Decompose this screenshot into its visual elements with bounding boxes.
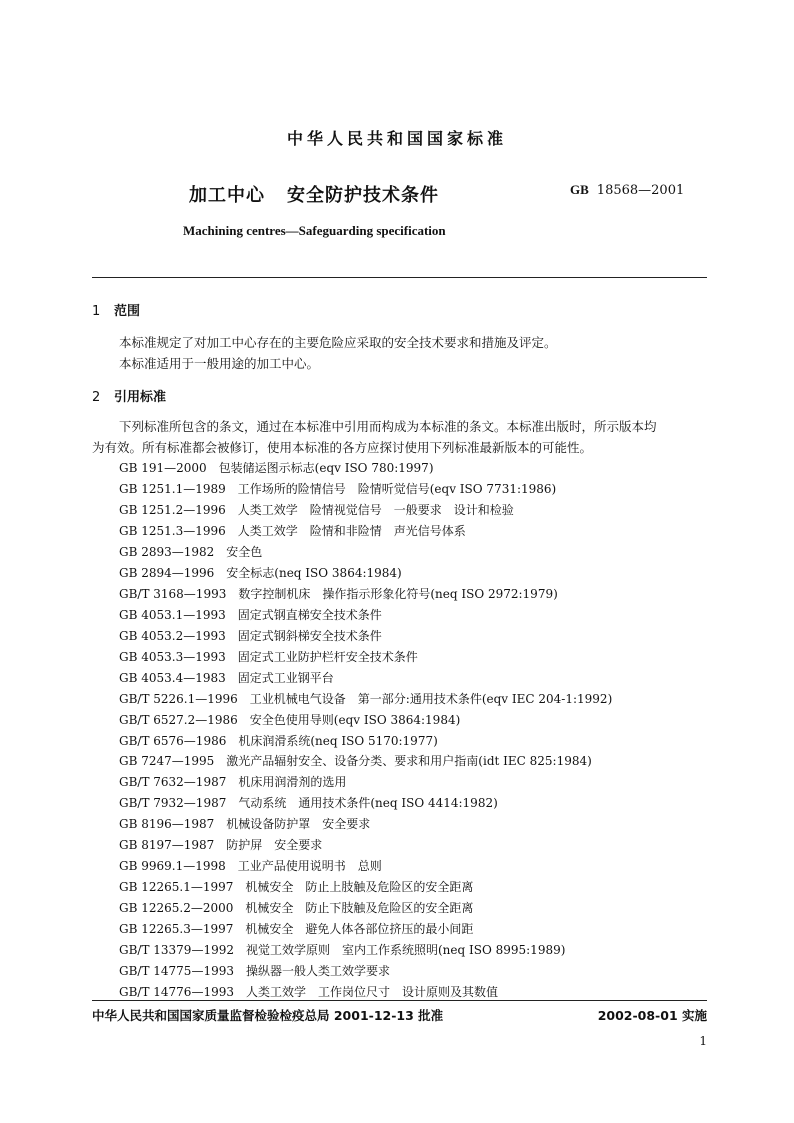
- page-number: 1: [699, 1034, 707, 1048]
- english-title: Machining centres—Safeguarding specification: [183, 223, 446, 238]
- reference-item: GB 8196—1987 机械设备防护罩 安全要求: [119, 817, 371, 831]
- reference-item: GB/T 6576—1986 机床润滑系统(neq ISO 5170:1977): [119, 734, 438, 748]
- reference-item: GB/T 6527.2—1986 安全色使用导则(eqv ISO 3864:1984): [119, 713, 461, 727]
- document-title: [189, 181, 439, 207]
- reference-item: GB 4053.3—1993 固定式工业防护栏杆安全技术条件: [119, 650, 418, 664]
- standard-code-number: 18568—2001: [596, 183, 685, 198]
- reference-item: GB 8197—1987 防护屏 安全要求: [119, 838, 323, 852]
- section-number: 1: [92, 304, 101, 319]
- header-divider: [92, 277, 707, 278]
- standard-code: [570, 182, 684, 198]
- section-heading-scope: [92, 300, 140, 319]
- approval-line: 中华人民共和国国家质量监督检验检疫总局 2001-12-13 批准: [92, 1008, 444, 1023]
- section-title: 引用标准: [114, 390, 167, 405]
- footer-divider: [92, 1000, 707, 1001]
- effective-date: 2002-08-01 实施: [597, 1008, 707, 1023]
- reference-item: GB 4053.1—1993 固定式钢直梯安全技术条件: [119, 608, 382, 622]
- standard-organization-header: 中华人民共和国国家标准: [286, 129, 507, 148]
- scope-paragraph: 本标准规定了对加工中心存在的主要危险应采取的安全技术要求和措施及评定。: [119, 335, 557, 350]
- reference-item: GB 1251.1—1989 工作场所的险情信号 险情听觉信号(eqv ISO 7731:1986): [119, 482, 557, 496]
- reference-item: GB 1251.2—1996 人类工效学 险情视觉信号 一般要求 设计和检验: [119, 503, 514, 517]
- reference-item: GB/T 3168—1993 数字控制机床 操作指示形象化符号(neq ISO 2972:1979): [119, 587, 558, 601]
- reference-item: GB 2894—1996 安全标志(neq ISO 3864:1984): [119, 566, 402, 580]
- reference-item: GB/T 13379—1992 视觉工效学原则 室内工作系统照明(neq ISO 8995:1989): [119, 943, 566, 957]
- scope-paragraph: 本标准适用于一般用途的加工中心。: [119, 356, 320, 371]
- reference-item: GB 2893—1982 安全色: [119, 545, 263, 559]
- reference-item: GB/T 14775—1993 操纵器一般人类工效学要求: [119, 964, 390, 978]
- reference-item: GB 12265.3—1997 机械安全 避免人体各部位挤压的最小间距: [119, 922, 474, 936]
- reference-item: GB 12265.1—1997 机械安全 防止上肢触及危险区的安全距离: [119, 880, 474, 894]
- reference-item: GB 7247—1995 激光产品辐射安全、设备分类、要求和用户指南(idt IEC 825:1984): [119, 754, 592, 768]
- reference-item: GB 9969.1—1998 工业产品使用说明书 总则: [119, 859, 382, 873]
- title-part-2: 安全防护技术条件: [287, 185, 439, 206]
- reference-item: GB 1251.3—1996 人类工效学 险情和非险情 声光信号体系: [119, 524, 466, 538]
- section-heading-references: [92, 386, 166, 405]
- reference-item: GB/T 7932—1987 气动系统 通用技术条件(neq ISO 4414:1982): [119, 796, 498, 810]
- title-part-1: 加工中心: [189, 185, 265, 206]
- section-number: 2: [92, 390, 101, 405]
- reference-item: GB 4053.2—1993 固定式钢斜梯安全技术条件: [119, 629, 382, 643]
- reference-item: GB/T 5226.1—1996 工业机械电气设备 第一部分:通用技术条件(eqv IEC 204-1:1992): [119, 692, 613, 706]
- reference-item: GB 12265.2—2000 机械安全 防止下肢触及危险区的安全距离: [119, 901, 474, 915]
- reference-item: GB 4053.4—1983 固定式工业钢平台: [119, 671, 334, 685]
- reference-item: GB 191—2000 包装储运图示标志(eqv ISO 780:1997): [119, 461, 434, 475]
- section-title: 范围: [114, 304, 141, 319]
- reference-item: GB/T 14776—1993 人类工效学 工作岗位尺寸 设计原则及其数值: [119, 985, 498, 999]
- references-intro: 为有效。所有标准都会被修订，使用本标准的各方应探讨使用下列标准最新版本的可能性。: [92, 440, 593, 455]
- standard-code-prefix: GB: [570, 182, 589, 197]
- reference-item: GB/T 7632—1987 机床用润滑剂的选用: [119, 775, 347, 789]
- references-intro: 下列标准所包含的条文，通过在本标准中引用而构成为本标准的条文。本标准出版时，所示版本均: [119, 419, 657, 434]
